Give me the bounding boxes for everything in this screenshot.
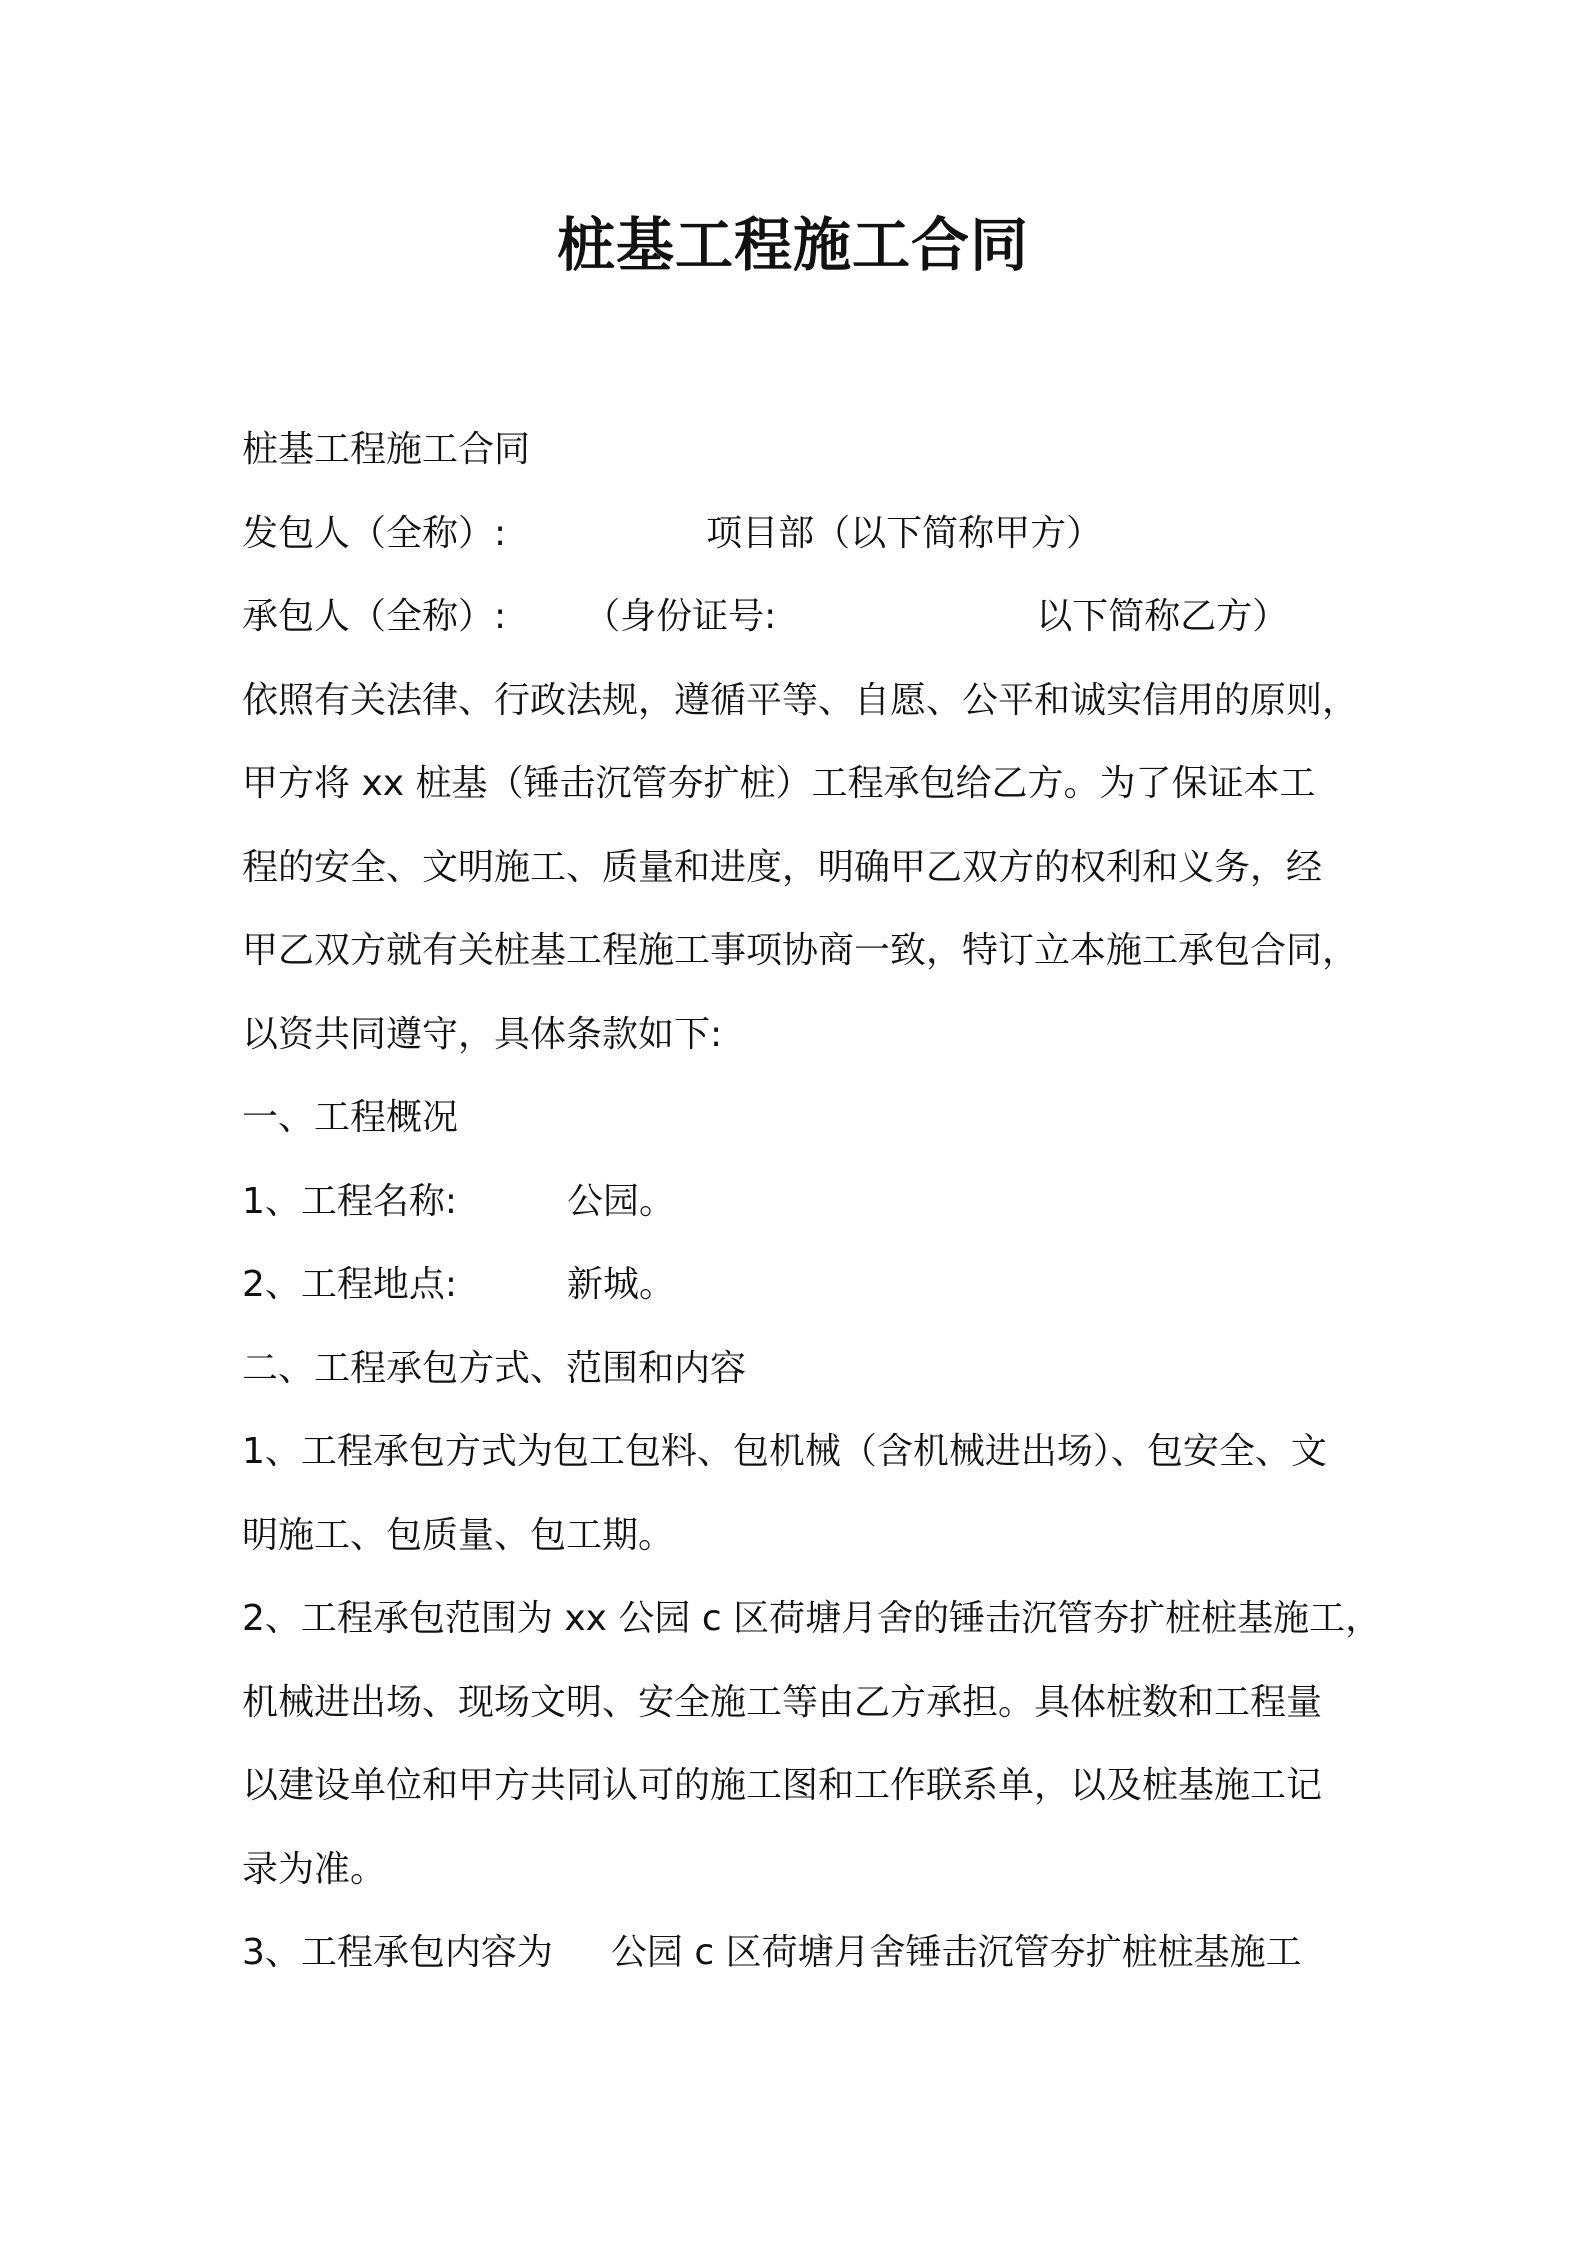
scope-content-value: 公园 c 区荷塘月舍锤击沉管夯扩桩桩基施工 (610, 1932, 1302, 1973)
line-text: 明施工、包质量、包工期。 (242, 1514, 675, 1556)
line-text: 桩基工程施工合同 (242, 429, 531, 470)
text-line (242, 826, 1382, 910)
line-text: 以建设单位和甲方共同认可的施工图和工作联系单，以及桩基施工记 (242, 1765, 1323, 1806)
text-line (242, 1577, 1382, 1661)
section-heading (242, 1076, 1382, 1160)
line-text: 甲乙双方就有关桩基工程施工事项协商一致，特订立本施工承包合同， (242, 930, 1359, 971)
text-line (242, 575, 1382, 659)
text-line (242, 1410, 1382, 1494)
document-title: 桩基工程施工合同 (556, 211, 1029, 279)
text-line (242, 1744, 1382, 1828)
text-line (242, 1911, 1382, 1995)
project-location-value: 新城。 (567, 1264, 676, 1305)
project-location-label: 2、工程地点: (242, 1264, 458, 1305)
line-text: 机械进出场、现场文明、安全施工等由乙方承担。具体桩数和工程量 (242, 1681, 1323, 1723)
text-line (242, 659, 1382, 743)
line-text: 1、工程承包方式为包工包料、包机械（含机械进出场）、包安全、文 (242, 1431, 1327, 1472)
project-name-label: 1、工程名称: (242, 1180, 458, 1222)
text-line (242, 1160, 1382, 1244)
contractor-label: 承包人（全称）: (242, 596, 507, 637)
document-body (242, 408, 1382, 1995)
text-line (242, 492, 1382, 576)
line-text: 录为准。 (242, 1848, 387, 1890)
line-text: 二、工程承包方式、范围和内容 (242, 1347, 747, 1389)
line-text: 以资共同遵守，具体条款如下: (242, 1013, 723, 1055)
line-text: 甲方将 xx 桩基（锤击沉管夯扩桩）工程承包给乙方。为了保证本工 (242, 763, 1316, 804)
section-heading (242, 1327, 1382, 1411)
text-line (242, 742, 1382, 826)
line-text: 依照有关法律、行政法规，遵循平等、自愿、公平和诚实信用的原则， (242, 679, 1359, 721)
contractor-value: 以下简称乙方） (1036, 596, 1289, 637)
text-line (242, 1243, 1382, 1327)
text-line (242, 993, 1382, 1077)
text-line (242, 1828, 1382, 1912)
line-text: 一、工程概况 (242, 1097, 459, 1138)
employer-label: 发包人（全称）: (242, 512, 507, 554)
project-name-value: 公园。 (567, 1180, 676, 1222)
text-line (242, 408, 1382, 492)
line-text: 程的安全、文明施工、质量和进度，明确甲乙双方的权利和义务，经 (242, 846, 1323, 888)
line-text: 2、工程承包范围为 xx 公园 c 区荷塘月舍的锤击沉管夯扩桩桩基施工， (242, 1598, 1382, 1639)
scope-content-label: 3、工程承包内容为 (242, 1932, 553, 1973)
id-number-label: （身份证号: (584, 596, 777, 637)
text-line (242, 909, 1382, 993)
employer-value: 项目部（以下简称甲方） (706, 512, 1103, 554)
text-line (242, 1494, 1382, 1578)
text-line (242, 1661, 1382, 1745)
